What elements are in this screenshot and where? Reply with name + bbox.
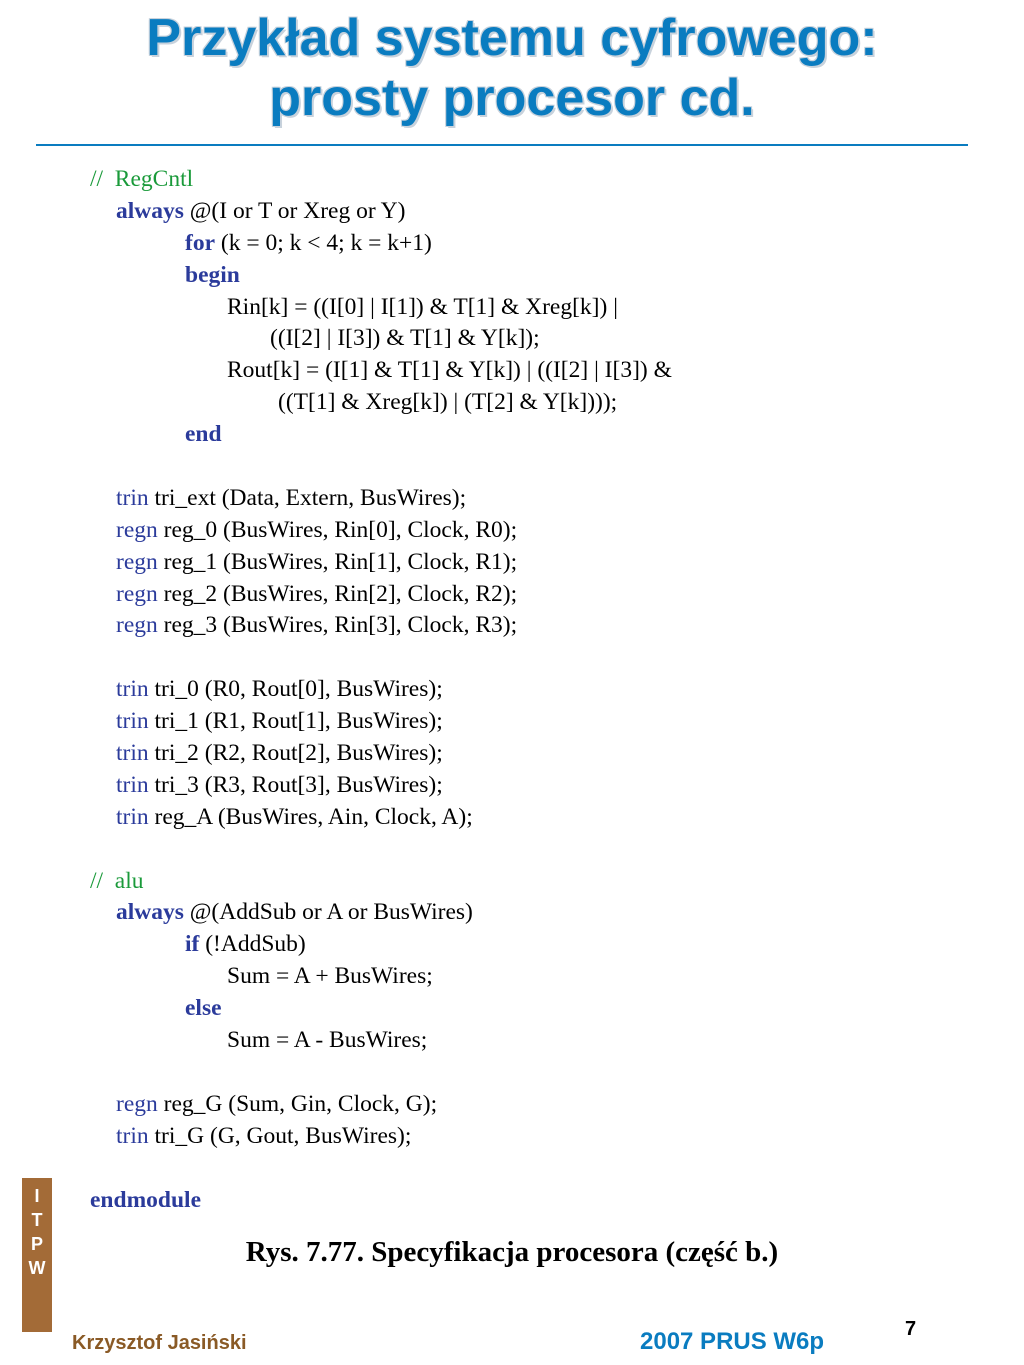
- side-letter: P: [30, 1234, 43, 1254]
- title-divider: [36, 144, 968, 146]
- code-text: reg_1 (BusWires, Rin[1], Clock, R1);: [157, 548, 518, 575]
- code-keyword: always: [116, 899, 184, 926]
- blank-line: [0, 1057, 1024, 1089]
- code-line: [0, 387, 1024, 419]
- code-line: [0, 483, 1024, 515]
- footer-author: Krzysztof Jasiński: [72, 1332, 247, 1354]
- title-line-1: Przykład systemu cyfrowego:: [146, 9, 878, 67]
- code-keyword: else: [185, 995, 222, 1022]
- code-module: trin: [116, 676, 149, 703]
- code-line: [0, 292, 1024, 324]
- side-letter: W: [28, 1258, 46, 1278]
- code-line: [0, 1185, 1024, 1217]
- code-line: [0, 419, 1024, 451]
- footer-course: 2007 PRUS W6p: [640, 1328, 825, 1355]
- code-text: tri_1 (R1, Rout[1], BusWires);: [148, 708, 443, 735]
- code-listing: [0, 164, 1024, 1216]
- code-text: reg_0 (BusWires, Rin[0], Clock, R0);: [157, 516, 518, 543]
- code-module: trin: [116, 708, 149, 735]
- code-line: [0, 323, 1024, 355]
- code-text: ((T[1] & Xreg[k]) | (T[2] & Y[k])));: [278, 389, 618, 416]
- code-line: [0, 260, 1024, 292]
- code-text: tri_2 (R2, Rout[2], BusWires);: [148, 740, 443, 767]
- title-line-2: prosty procesor cd.: [269, 69, 755, 127]
- code-text: tri_G (G, Gout, BusWires);: [148, 1122, 412, 1149]
- code-line: [0, 738, 1024, 770]
- code-text: reg_A (BusWires, Ain, Clock, A);: [148, 803, 473, 830]
- code-text: tri_3 (R3, Rout[3], BusWires);: [148, 771, 443, 798]
- code-line: [0, 164, 1024, 196]
- code-line: [0, 1089, 1024, 1121]
- code-line: [0, 515, 1024, 547]
- page-number: 7: [905, 1318, 917, 1340]
- side-letter: T: [31, 1210, 43, 1230]
- code-line: [0, 674, 1024, 706]
- blank-line: [0, 834, 1024, 866]
- slide-title: [0, 8, 1024, 128]
- code-text: Rout[k] = (I[1] & T[1] & Y[k]) | ((I[2] | I[3]) &: [227, 357, 672, 384]
- code-module: regn: [116, 548, 158, 575]
- code-line: [0, 770, 1024, 802]
- code-text: reg_G (Sum, Gin, Clock, G);: [157, 1090, 438, 1117]
- code-comment: // alu: [90, 867, 144, 894]
- code-line: [0, 355, 1024, 387]
- code-text: (k = 0; k < 4; k = k+1): [215, 229, 432, 256]
- code-module: regn: [116, 580, 158, 607]
- code-keyword: endmodule: [90, 1186, 201, 1213]
- code-keyword: if: [185, 931, 200, 958]
- code-keyword: begin: [185, 261, 240, 288]
- code-line: [0, 1121, 1024, 1153]
- code-module: regn: [116, 516, 158, 543]
- code-text: Sum = A + BusWires;: [227, 963, 433, 990]
- code-module: trin: [116, 771, 149, 798]
- code-line: [0, 897, 1024, 929]
- code-text: tri_0 (R0, Rout[0], BusWires);: [148, 676, 443, 703]
- code-keyword: for: [185, 229, 216, 256]
- code-comment: // RegCntl: [90, 166, 194, 192]
- code-text: @(AddSub or A or BusWires): [183, 899, 473, 926]
- code-line: [0, 993, 1024, 1025]
- code-text: @(I or T or Xreg or Y): [183, 197, 406, 224]
- code-text: Sum = A - BusWires;: [227, 1027, 428, 1054]
- figure-caption: Rys. 7.77. Specyfikacja procesora (część b.): [245, 1236, 779, 1268]
- code-text: reg_2 (BusWires, Rin[2], Clock, R2);: [157, 580, 518, 607]
- itpw-side-bar: [22, 1178, 52, 1332]
- code-line: [0, 802, 1024, 834]
- code-line: [0, 961, 1024, 993]
- code-line: [0, 547, 1024, 579]
- blank-line: [0, 1153, 1024, 1185]
- code-text: tri_ext (Data, Extern, BusWires);: [148, 484, 467, 511]
- code-line: [0, 706, 1024, 738]
- code-line: [0, 929, 1024, 961]
- side-letter: I: [34, 1186, 40, 1206]
- code-module: regn: [116, 612, 158, 639]
- code-line: [0, 196, 1024, 228]
- code-module: trin: [116, 740, 149, 767]
- code-text: reg_3 (BusWires, Rin[3], Clock, R3);: [157, 612, 518, 639]
- code-text: (!AddSub): [199, 931, 306, 958]
- blank-line: [0, 451, 1024, 483]
- code-keyword: end: [185, 421, 222, 448]
- blank-line: [0, 642, 1024, 674]
- code-line: [0, 1025, 1024, 1057]
- code-module: trin: [116, 484, 149, 511]
- code-line: [0, 610, 1024, 642]
- code-module: trin: [116, 803, 149, 830]
- code-keyword: always: [116, 197, 184, 224]
- code-module: regn: [116, 1090, 158, 1117]
- code-line: [0, 228, 1024, 260]
- code-line: [0, 579, 1024, 611]
- code-text: Rin[k] = ((I[0] | I[1]) & T[1] & Xreg[k]) |: [227, 293, 618, 320]
- code-module: trin: [116, 1122, 149, 1149]
- code-text: ((I[2] | I[3]) & T[1] & Y[k]);: [270, 325, 540, 352]
- code-line: [0, 866, 1024, 898]
